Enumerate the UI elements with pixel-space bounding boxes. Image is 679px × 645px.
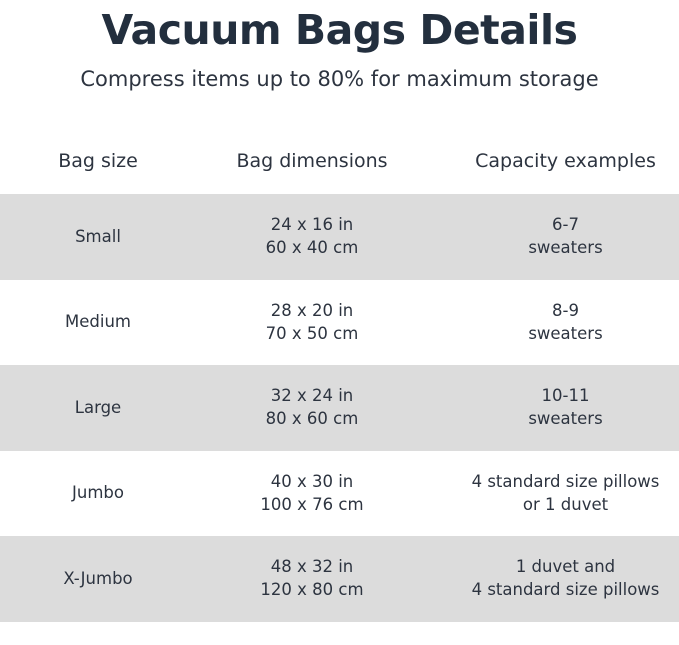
capacity-line-1: 1 duvet and xyxy=(515,557,616,577)
cell-capacity xyxy=(428,194,679,280)
cell-bag-size: X-Jumbo xyxy=(0,536,196,622)
table-row xyxy=(0,365,679,451)
cell-capacity xyxy=(428,536,679,622)
dimensions-imperial: 40 x 30 in xyxy=(270,471,354,491)
dimensions-imperial: 24 x 16 in xyxy=(270,215,354,235)
cell-capacity xyxy=(428,451,679,537)
cell-bag-size: Medium xyxy=(0,280,196,366)
dimensions-metric: 60 x 40 cm xyxy=(265,238,359,258)
column-header-capacity-examples: Capacity examples xyxy=(428,136,679,194)
column-header-bag-dimensions: Bag dimensions xyxy=(196,136,428,194)
table-header-row xyxy=(0,136,679,194)
capacity-line-1: 6-7 xyxy=(552,215,579,235)
dimensions-metric: 100 x 76 cm xyxy=(260,494,364,514)
column-header-bag-size: Bag size xyxy=(0,136,196,194)
capacity-line-1: 8-9 xyxy=(552,300,579,320)
dimensions-metric: 70 x 50 cm xyxy=(265,323,359,343)
capacity-line-2: 4 standard size pillows xyxy=(471,580,660,600)
table-row xyxy=(0,451,679,537)
capacity-line-2: or 1 duvet xyxy=(522,494,609,514)
cell-bag-dimensions xyxy=(196,280,428,366)
cell-bag-size: Large xyxy=(0,365,196,451)
cell-bag-dimensions xyxy=(196,451,428,537)
dimensions-imperial: 28 x 20 in xyxy=(270,300,354,320)
dimensions-metric: 80 x 60 cm xyxy=(265,409,359,429)
table-row xyxy=(0,194,679,280)
table-row xyxy=(0,536,679,622)
capacity-line-2: sweaters xyxy=(528,323,603,343)
dimensions-imperial: 32 x 24 in xyxy=(270,386,354,406)
vacuum-bags-details-page xyxy=(0,8,679,645)
cell-bag-size: Jumbo xyxy=(0,451,196,537)
cell-bag-dimensions xyxy=(196,365,428,451)
capacity-line-2: sweaters xyxy=(528,238,603,258)
page-subtitle: Compress items up to 80% for maximum storage xyxy=(80,67,599,92)
cell-bag-dimensions xyxy=(196,194,428,280)
cell-bag-size: Small xyxy=(0,194,196,280)
cell-capacity xyxy=(428,280,679,366)
cell-bag-dimensions xyxy=(196,536,428,622)
capacity-line-2: sweaters xyxy=(528,409,603,429)
table-header xyxy=(0,136,679,194)
table-row xyxy=(0,280,679,366)
dimensions-imperial: 48 x 32 in xyxy=(270,557,354,577)
capacity-line-1: 10-11 xyxy=(541,386,590,406)
page-title: Vacuum Bags Details xyxy=(101,6,578,54)
cell-capacity xyxy=(428,365,679,451)
specifications-table xyxy=(0,136,679,622)
table-body xyxy=(0,194,679,622)
capacity-line-1: 4 standard size pillows xyxy=(471,471,660,491)
dimensions-metric: 120 x 80 cm xyxy=(260,580,364,600)
